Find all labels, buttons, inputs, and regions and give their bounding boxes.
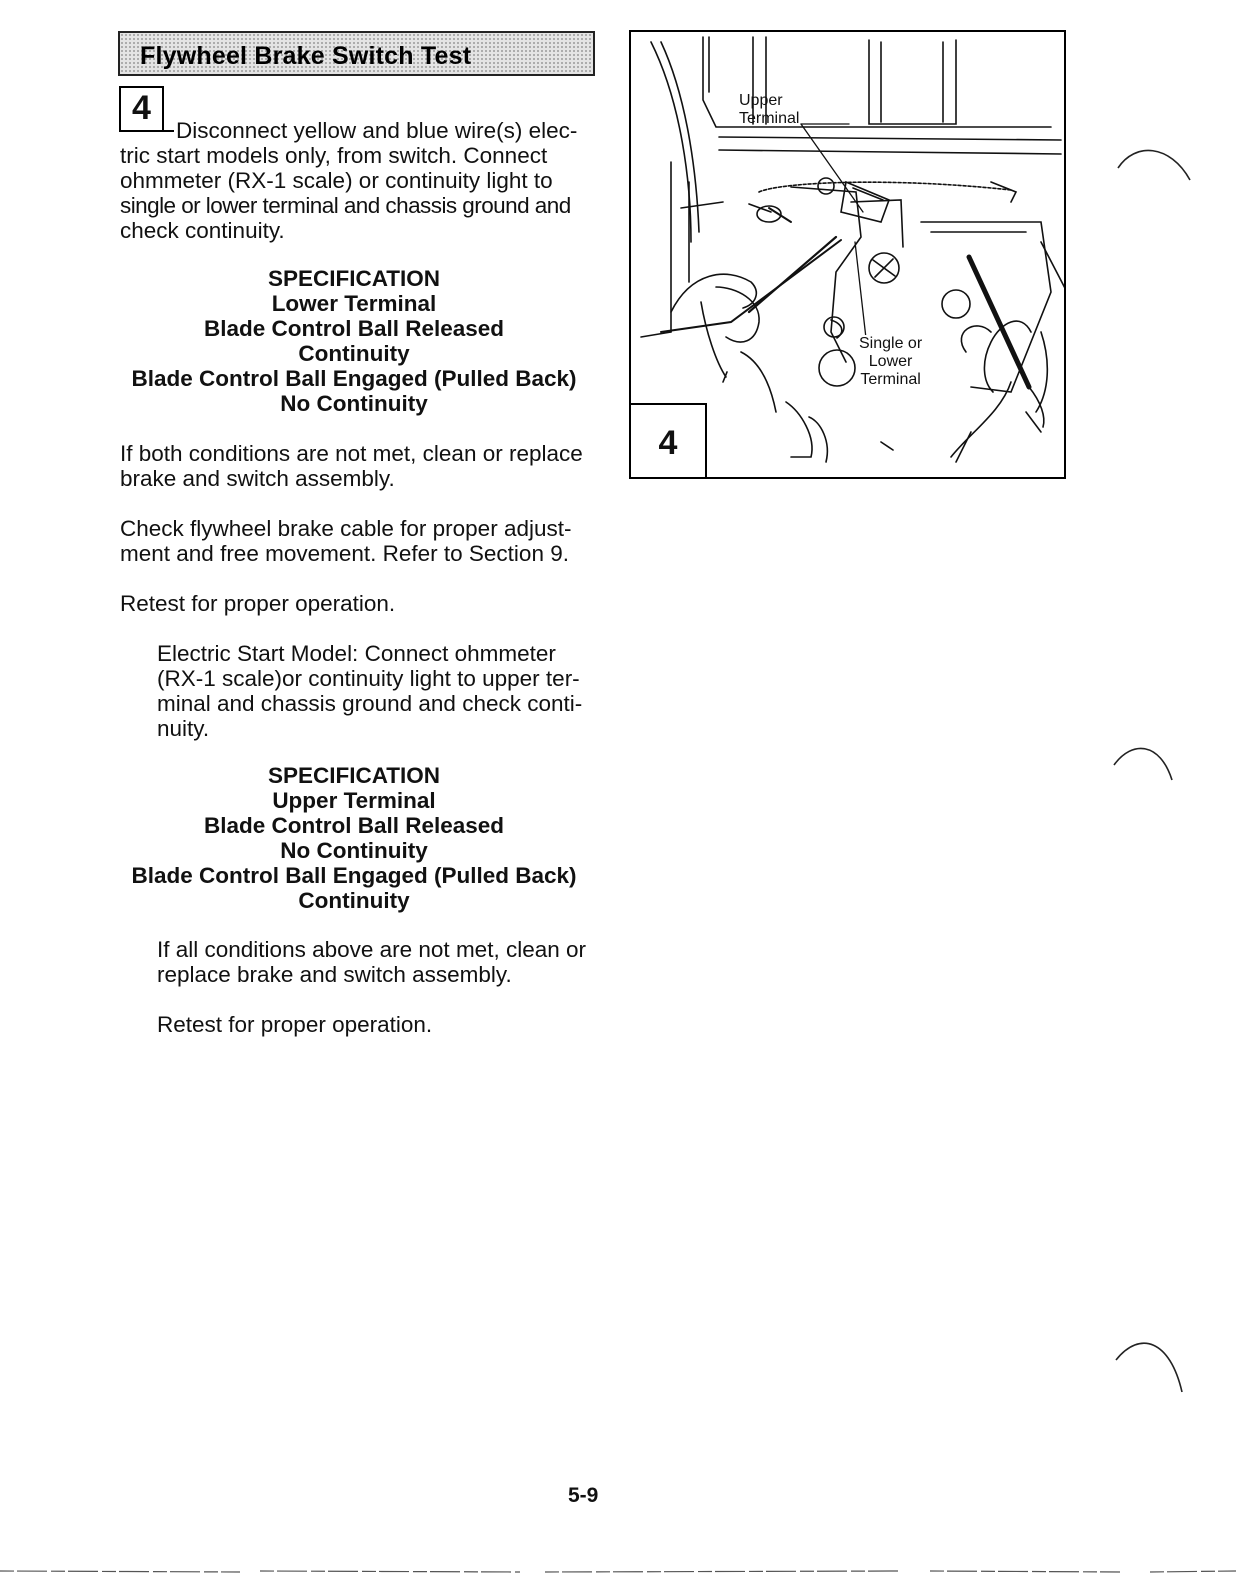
spec-terminal: Lower Terminal: [271, 291, 437, 316]
paragraph-electric-start: [157, 641, 597, 741]
callout-line: Single or: [859, 335, 923, 352]
paragraph-retest-1: Retest for proper operation.: [120, 591, 396, 616]
step-text-line: tric start models only, from switch. Connect: [120, 143, 548, 168]
figure-number-box: 4: [629, 403, 707, 479]
callout-lower-terminal: [857, 335, 924, 389]
step-number-box: 4: [119, 86, 164, 132]
spec-condition: Blade Control Ball Released: [203, 316, 505, 341]
spec-condition: Blade Control Ball Released: [203, 813, 505, 838]
spec-result: Continuity: [298, 341, 410, 366]
paragraph-line: brake and switch assembly.: [120, 466, 395, 491]
step-text-line-1: Disconnect yellow and blue wire(s) elec-: [176, 118, 578, 143]
page-number: 5-9: [568, 1484, 599, 1507]
paragraph-line: If both conditions are not met, clean or replace: [120, 441, 583, 466]
spec-result: No Continuity: [280, 838, 428, 863]
paragraph-line: minal and chassis ground and check conti-: [157, 691, 583, 716]
callout-line: Terminal: [739, 110, 800, 127]
step-text-line: ohmmeter (RX-1 scale) or continuity light to: [120, 168, 553, 193]
paragraph-line: (RX-1 scale)or continuity light to upper ter-: [157, 666, 580, 691]
step-text-line: single or lower terminal and chassis ground and: [120, 193, 571, 218]
spec-heading: SPECIFICATION: [267, 266, 441, 291]
callout-line: Terminal: [860, 371, 921, 388]
section-title: Flywheel Brake Switch Test: [140, 42, 472, 70]
spec-condition: Blade Control Ball Engaged (Pulled Back): [131, 863, 577, 888]
paragraph-brake-cable: [120, 516, 600, 566]
paragraph-retest-2: Retest for proper operation.: [157, 1012, 433, 1037]
step-box-underline: [119, 130, 174, 132]
paragraph-line: ment and free movement. Refer to Section 9.: [120, 541, 569, 566]
paragraph-line: nuity.: [157, 716, 210, 741]
binder-hole-marks: [1110, 130, 1210, 1410]
paragraph-line: replace brake and switch assembly.: [157, 962, 512, 987]
paragraph-both-conditions: [120, 441, 600, 491]
figure-switch-illustration: [629, 30, 1066, 479]
paragraph-line: If all conditions above are not met, clean or: [157, 937, 586, 962]
spec-result: No Continuity: [280, 391, 428, 416]
section-header: [118, 31, 595, 76]
callout-line: Upper: [739, 92, 783, 109]
binder-hole-arc: [1116, 1343, 1182, 1392]
paragraph-all-conditions: [157, 937, 597, 987]
paragraph-line: Electric Start Model: Connect ohmmeter: [157, 641, 556, 666]
specification-upper-terminal: [108, 763, 600, 913]
spec-result: Continuity: [298, 888, 410, 913]
spec-heading: SPECIFICATION: [267, 763, 441, 788]
spec-condition: Blade Control Ball Engaged (Pulled Back): [131, 366, 577, 391]
callout-line: Lower: [868, 353, 913, 370]
spec-terminal: Upper Terminal: [272, 788, 436, 813]
scan-edge-line: [0, 1560, 1236, 1580]
specification-lower-terminal: [108, 266, 600, 416]
step-text-line: check continuity.: [120, 218, 285, 243]
callout-upper-terminal: [739, 92, 799, 128]
binder-hole-arc: [1114, 748, 1172, 780]
binder-hole-arc: [1118, 150, 1190, 180]
step-text-body: [120, 143, 590, 243]
paragraph-line: Check flywheel brake cable for proper adjust-: [120, 516, 572, 541]
